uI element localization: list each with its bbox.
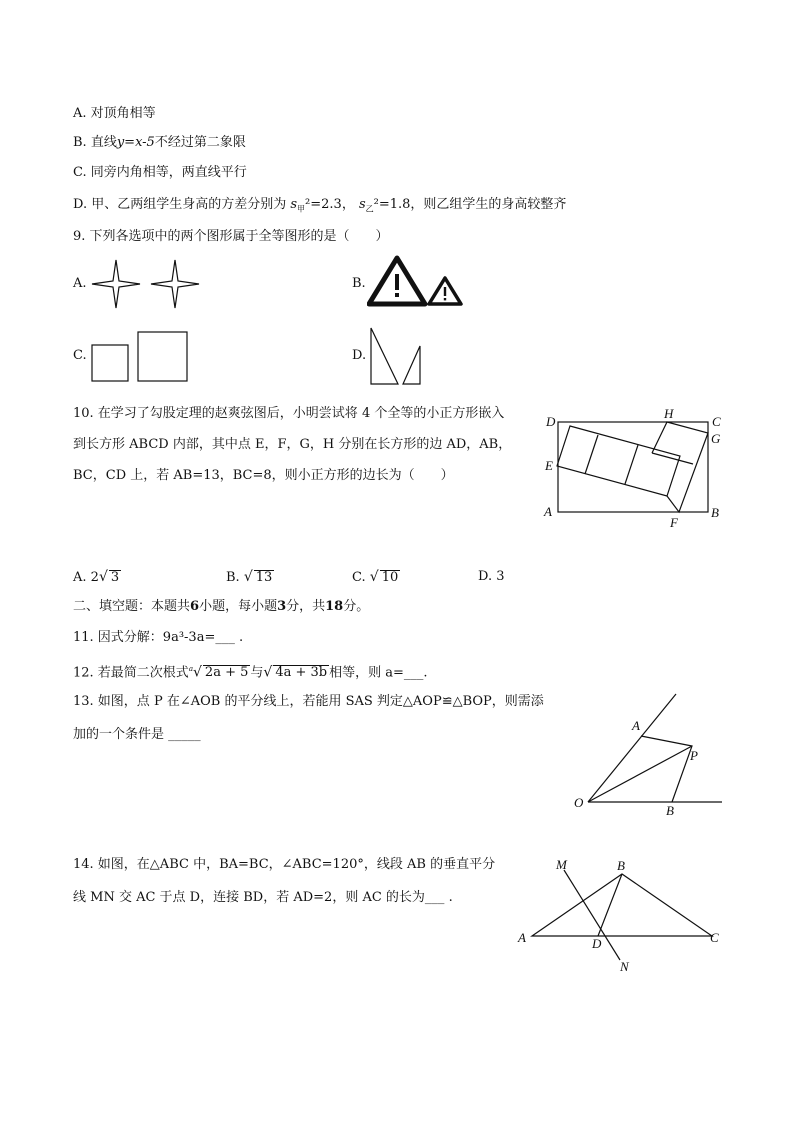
triangle-small-shape <box>403 346 420 384</box>
segment-bd <box>598 874 622 936</box>
q11-text: 11. 因式分解：9a³-3a= <box>73 630 216 645</box>
warning-small-dot <box>444 298 446 300</box>
q10-option-c-label: C. <box>352 570 366 585</box>
square-chain-top <box>652 422 708 512</box>
q9-figure-c-squares <box>88 328 192 384</box>
q14-stem-line1: 14. 如图，在△ABC 中，BA=BC，∠ABC=120°，线段 AB 的垂直平分 <box>73 857 496 872</box>
label-p: P <box>690 748 698 763</box>
q8-option-a: A. 对顶角相等 <box>73 106 156 121</box>
section2-heading-post: 分。 <box>343 599 370 614</box>
section2-heading-mid2: 分，共 <box>286 599 326 614</box>
q8-option-b <box>73 134 246 152</box>
triangle-large-shape <box>371 328 398 384</box>
warning-large-dot <box>395 293 399 297</box>
section2-heading-pre: 二、填空题：本题共 <box>73 599 191 614</box>
q10-option-c-radicand: 10 <box>381 570 399 585</box>
q11-line <box>73 629 243 647</box>
q13-stem-line2 <box>73 726 201 744</box>
q10-stem-line1: 10. 在学习了勾股定理的赵爽弦图后，小明尝试将 4 个全等的小正方形嵌入 <box>73 406 505 421</box>
label-g: G <box>711 431 721 446</box>
q13-stem-line2-text: 加的一个条件是 <box>73 727 165 742</box>
q12-root-index: a <box>188 665 193 673</box>
label-a: A <box>632 718 640 733</box>
label-o: O <box>574 795 584 810</box>
q8-s2: s <box>358 197 366 212</box>
q12-mid: 与 <box>250 665 264 681</box>
q8-v1: ²=2.3， <box>305 197 355 212</box>
q8-option-d <box>73 196 566 219</box>
q9-figure-a-stars <box>88 256 208 312</box>
triangle-abc <box>532 874 712 936</box>
q10-stem-line3: BC，CD 上，若 AB=13，BC=8，则小正方形的边长为（ ） <box>73 468 454 483</box>
q9-figure-b-warning-signs <box>367 254 467 310</box>
q13-figure-angle <box>566 686 728 820</box>
q8-option-b-pre: B. 直线 <box>73 135 117 150</box>
q8-s1: s <box>290 197 298 212</box>
q12-pre: 12. 若最简二次根式 <box>73 665 189 681</box>
q10-option-a-radicand: 3 <box>110 570 120 585</box>
label-d: D <box>592 936 602 951</box>
star-left-shape <box>92 260 140 308</box>
label-b: B <box>666 803 674 818</box>
warning-large-bar <box>395 274 399 290</box>
star-right-shape <box>151 260 199 308</box>
label-m: M <box>556 857 567 872</box>
warning-small-bar <box>444 287 446 296</box>
q8-option-c: C. 同旁内角相等，两直线平行 <box>73 165 247 180</box>
label-e: E <box>545 458 553 473</box>
q14-stem-line2 <box>73 889 453 907</box>
square-divider-1 <box>585 435 598 474</box>
label-a: A <box>518 930 526 945</box>
label-b: B <box>711 505 719 520</box>
label-b: B <box>617 858 625 873</box>
q12-radicand-2: 4a + 3b <box>275 665 328 681</box>
label-f: F <box>670 515 678 530</box>
q10-figure-rectangle <box>540 404 730 534</box>
label-d: D <box>546 414 556 429</box>
section2-heading <box>73 598 369 616</box>
q9-label-d: D. <box>352 348 367 363</box>
q8-option-d-pre: D. 甲、乙两组学生身高的方差分别为 <box>73 197 287 212</box>
q12-post: 相等，则 a= <box>329 665 404 681</box>
q9-label-b: B. <box>352 276 366 291</box>
rectangle-abcd <box>558 422 708 512</box>
bisector-op <box>588 746 692 802</box>
q10-stem-line2: 到长方形 ABCD 内部，其中点 E，F，G，H 分别在长方形的边 AD，AB， <box>73 437 512 452</box>
section2-num-questions: 6 <box>190 599 200 614</box>
q10-option-b-radicand: 13 <box>255 570 273 585</box>
section2-score: 3 <box>277 599 287 614</box>
square-small-shape <box>92 345 128 381</box>
q10-option-b: B. √ 13 <box>226 569 273 585</box>
square-large-shape <box>138 332 187 381</box>
q13-blank[interactable]: _____ <box>168 727 201 742</box>
q10-option-a-label: A. 2 <box>73 570 99 585</box>
q12-line: 12. 若最简二次根式$^a$√ 2a + 5 与√ 4a + 3b 相等，则 a=___. <box>73 664 428 681</box>
section2-heading-mid1: 小题，每小题 <box>199 599 278 614</box>
q8-sub1: 甲 <box>297 204 306 214</box>
q10-option-a: A. 2√ 3 <box>73 569 120 585</box>
q13-stem-line1: 13. 如图，点 P 在∠AOB 的平分线上，若能用 SAS 判定△AOP≌△BOP，则需添 <box>73 694 544 709</box>
square-divider-3 <box>652 453 693 464</box>
q14-stem-line2-text: 线 MN 交 AC 于点 D，连接 BD，若 AD=2，则 AC 的长为 <box>73 890 425 905</box>
square-chain-base <box>557 426 680 496</box>
label-c: C <box>710 930 719 945</box>
q14-figure-triangle <box>512 852 726 978</box>
q9-figure-d-triangles <box>367 324 427 386</box>
q12-blank[interactable]: ___ <box>403 665 424 681</box>
q11-end: . <box>239 630 244 645</box>
q8-sub2: 乙 <box>365 204 374 214</box>
section2-total: 18 <box>325 599 344 614</box>
q12-end: . <box>423 665 428 681</box>
ray-oa <box>588 694 676 802</box>
q11-blank[interactable]: ___ <box>215 630 235 645</box>
q8-v2: ²=1.8，则乙组学生的身高较整齐 <box>373 197 567 212</box>
q9-stem: 9. 下列各选项中的两个图形属于全等图形的是（ ） <box>73 229 389 244</box>
q8-option-b-post: 不经过第二象限 <box>154 135 246 150</box>
q10-option-d: D. 3 <box>478 569 505 584</box>
q10-option-b-label: B. <box>226 570 240 585</box>
square-divider-2 <box>625 445 638 484</box>
label-n: N <box>620 959 629 974</box>
label-c: C <box>712 414 721 429</box>
q9-label-c: C. <box>73 348 87 363</box>
label-a: A <box>544 504 552 519</box>
q8-option-b-equation: y=x-5 <box>116 135 155 150</box>
label-h: H <box>664 406 674 421</box>
q9-label-a: A. <box>73 276 87 291</box>
q14-blank[interactable]: ___ <box>424 890 445 905</box>
q12-radicand-1: 2a + 5 <box>204 665 249 681</box>
q14-end: . <box>448 890 453 905</box>
q10-option-c: C. √ 10 <box>352 569 399 585</box>
